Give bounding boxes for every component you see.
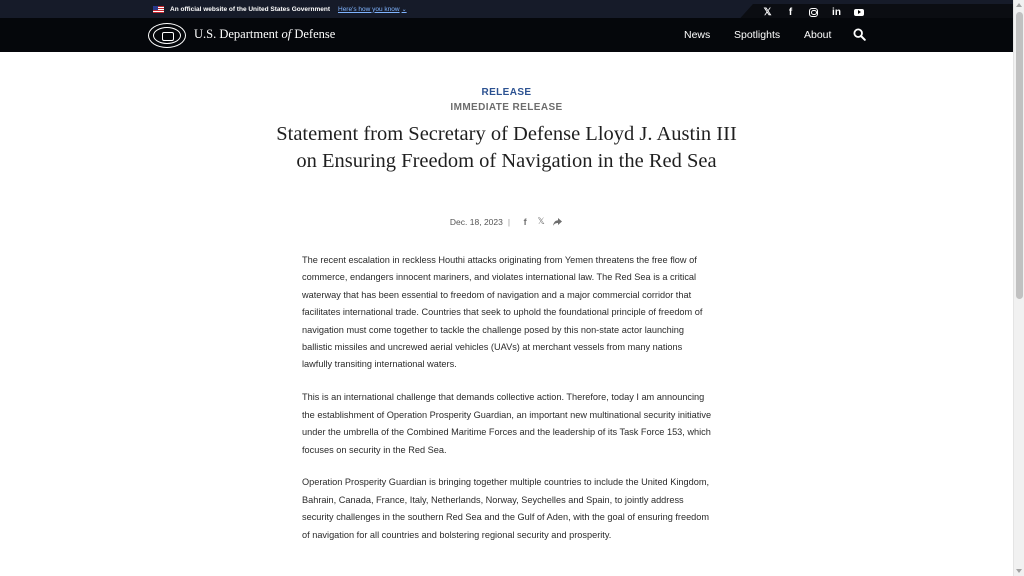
nav-news[interactable]: News [684, 29, 711, 41]
scroll-thumb[interactable] [1016, 12, 1023, 299]
chevron-down-icon: ⌄ [401, 6, 407, 13]
nav-about[interactable]: About [804, 29, 832, 41]
site-title-prefix: U.S. Department [194, 27, 282, 41]
scroll-down-icon[interactable] [1016, 569, 1022, 573]
article-body [302, 252, 714, 560]
instagram-icon[interactable] [809, 8, 818, 17]
article-date: Dec. 18, 2023 [449, 216, 503, 227]
share-facebook-icon[interactable]: f [523, 216, 527, 227]
scroll-up-icon[interactable] [1016, 3, 1022, 7]
facebook-icon[interactable]: f [788, 6, 793, 18]
heres-how-you-know-link[interactable] [338, 6, 407, 13]
site-header [0, 18, 1013, 52]
x-icon[interactable]: 𝕏 [763, 6, 772, 18]
search-icon[interactable] [853, 28, 866, 41]
us-flag-icon [153, 6, 164, 13]
nav-spotlights[interactable]: Spotlights [734, 29, 781, 41]
site-title-of: of [281, 27, 292, 41]
linkedin-icon[interactable]: in [832, 6, 841, 18]
heres-how-you-know-label: Here's how you know [338, 5, 400, 13]
release-label: RELEASE [481, 87, 532, 98]
article-paragraph: This is an international challenge that demands collective action. Therefore, today I am announcing the establishment of Operation Prosperity Guardian, an important new multinational security initiative under the umbrella of the Combined Maritime Forces and the leadership of its Task Force 153, which focuses on security in the Red Sea. [302, 392, 712, 455]
share-x-icon[interactable]: 𝕏 [537, 216, 545, 226]
share-icon[interactable] [549, 218, 565, 226]
meta-separator: | [507, 216, 511, 227]
article-paragraph: The recent escalation in reckless Houthi attacks originating from Yemen threatens the free flow of commerce, endangers innocent mariners, and violates international law. The Red Sea is a critical waterway that has been essential to freedom of navigation and a major commercial corridor that facilitates international trade. Countries that seek to uphold the foundational principle of freedom of navigation must come together to tackle the challenge posed by this non-state actor launching ballistic missiles and uncrewed aerial vehicles (UAVs) at merchant vessels from many nations lawfully transiting international waters. [302, 255, 703, 370]
article-headline: Statement from Secretary of Defense Lloyd J. Austin III on Ensuring Freedom of Navigation in the Red Sea [276, 123, 737, 172]
youtube-icon[interactable] [854, 9, 864, 16]
page-scrollbar[interactable] [1013, 0, 1024, 576]
site-title-suffix: Defense [291, 27, 336, 41]
article-meta [0, 216, 1013, 227]
article-paragraph: Operation Prosperity Guardian is bringing together multiple countries to include the United Kingdom, Bahrain, Canada, France, Italy, Netherlands, Norway, Seychelles and Spain, to jointly address security challenges in the southern Red Sea and the Gulf of Aden, with the goal of ensuring freedom of navigation for all countries and bolstering regional security and prosperity. [302, 477, 710, 540]
gov-banner-text: An official website of the United States Government [170, 5, 330, 13]
release-type: IMMEDIATE RELEASE [450, 102, 563, 113]
